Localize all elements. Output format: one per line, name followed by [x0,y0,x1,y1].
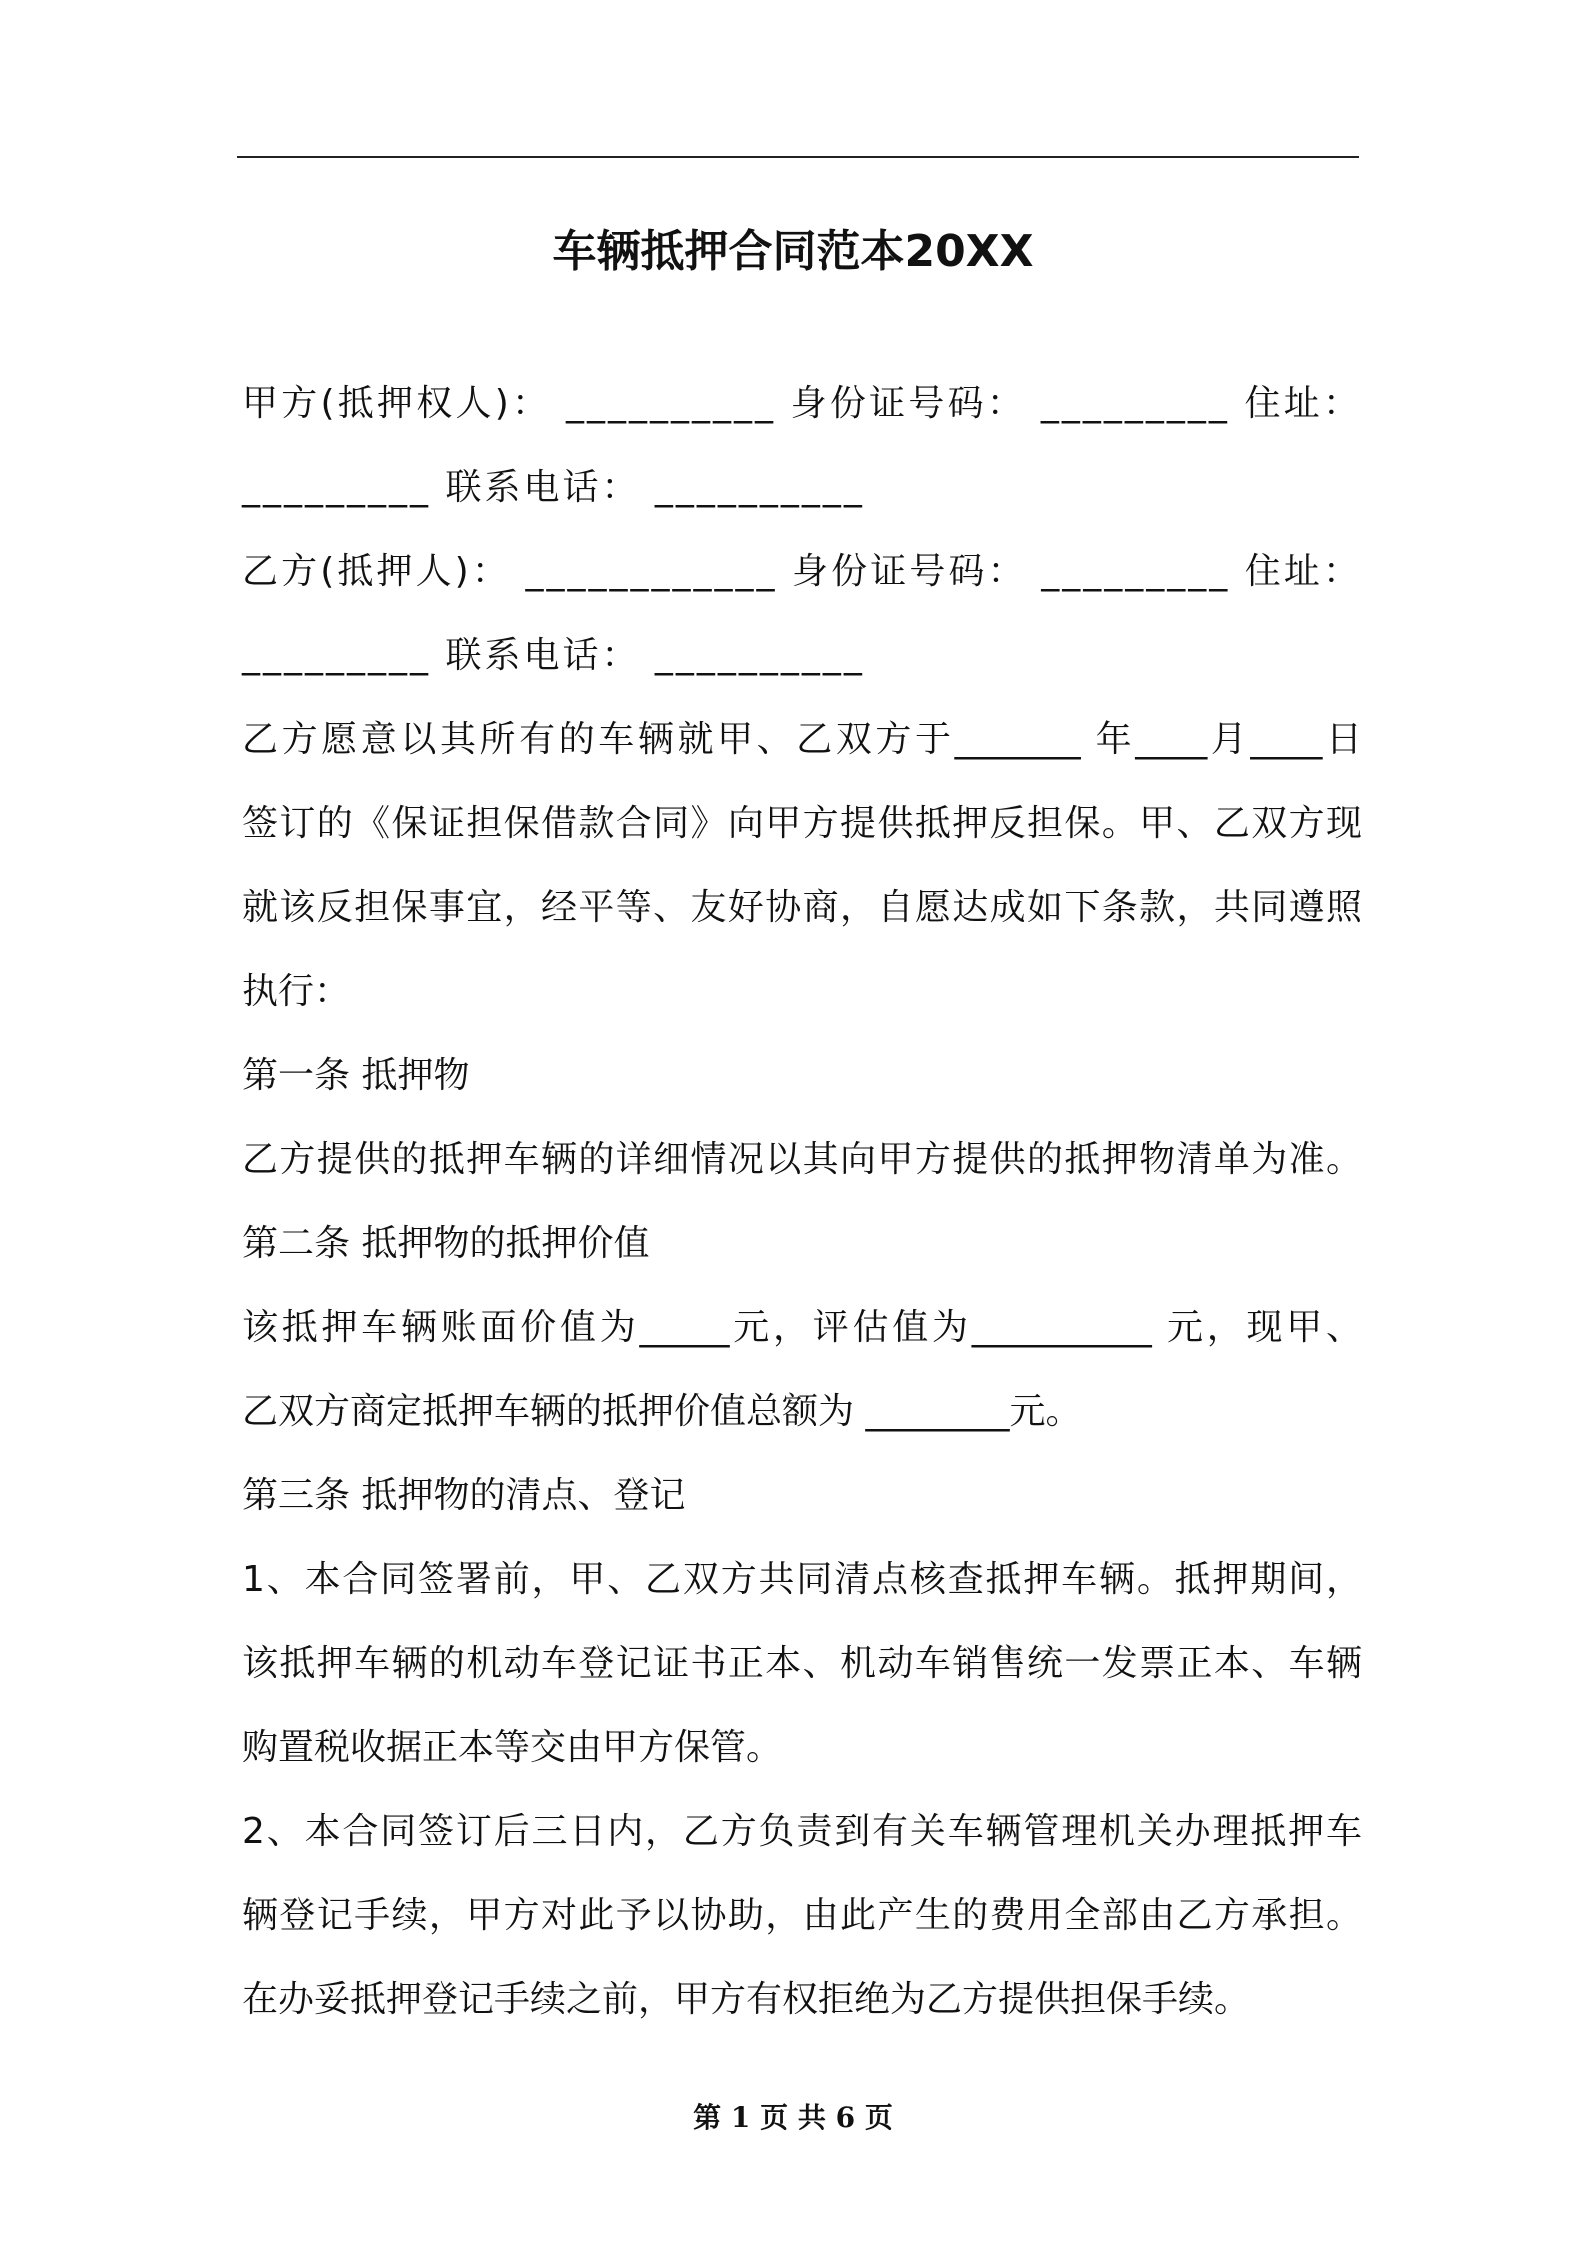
party-a-line-2: _________ 联系电话： __________ [242,467,865,508]
article-3-clause-2-line-1: 2、本合同签订后三日内，乙方负责到有关车辆管理机关办理抵押车 [242,1811,1362,1852]
article-1-heading: 第一条 抵押物 [242,1055,470,1096]
document-title: 车辆抵押合同范本20XX [552,226,1034,277]
page-number: 第 1 页 共 6 页 [693,2101,893,2134]
preamble-line-2: 签订的《保证担保借款合同》向甲方提供抵押反担保。甲、乙双方现 [242,803,1362,844]
preamble-line-4: 执行： [242,971,351,1012]
article-1-text: 乙方提供的抵押车辆的详细情况以其向甲方提供的抵押物清单为准。 [242,1139,1362,1180]
party-b-line-2: _________ 联系电话： __________ [242,635,865,676]
article-3-clause-2-line-3: 在办妥抵押登记手续之前，甲方有权拒绝为乙方提供担保手续。 [242,1979,1251,2020]
article-3-clause-1-line-3: 购置税收据正本等交由甲方保管。 [242,1727,783,1768]
article-3-clause-2-line-2: 辆登记手续，甲方对此予以协助，由此产生的费用全部由乙方承担。 [242,1895,1362,1936]
article-3-clause-1-line-1: 1、本合同签署前，甲、乙双方共同清点核查抵押车辆。抵押期间， [242,1559,1362,1600]
article-2-text-line-2: 乙双方商定抵押车辆的抵押价值总额为 ________元。 [242,1391,1082,1432]
article-3-heading: 第三条 抵押物的清点、登记 [242,1475,686,1516]
party-b-line-1: 乙方(抵押人)： ____________ 身份证号码： _________ 住址： [242,551,1362,592]
preamble-line-1: 乙方愿意以其所有的车辆就甲、乙双方于_______ 年____月____日 [242,719,1362,760]
preamble-line-3: 就该反担保事宜，经平等、友好协商，自愿达成如下条款，共同遵照 [242,887,1362,928]
article-3-clause-1-line-2: 该抵押车辆的机动车登记证书正本、机动车销售统一发票正本、车辆 [242,1643,1362,1684]
party-a-line-1: 甲方(抵押权人)： __________ 身份证号码： _________ 住址： [242,383,1362,424]
article-2-heading: 第二条 抵押物的抵押价值 [242,1223,650,1264]
contract-body [242,362,1362,2042]
article-2-text-line-1: 该抵押车辆账面价值为_____元，评估值为__________ 元，现甲、 [242,1307,1362,1348]
header-rule [237,156,1359,158]
